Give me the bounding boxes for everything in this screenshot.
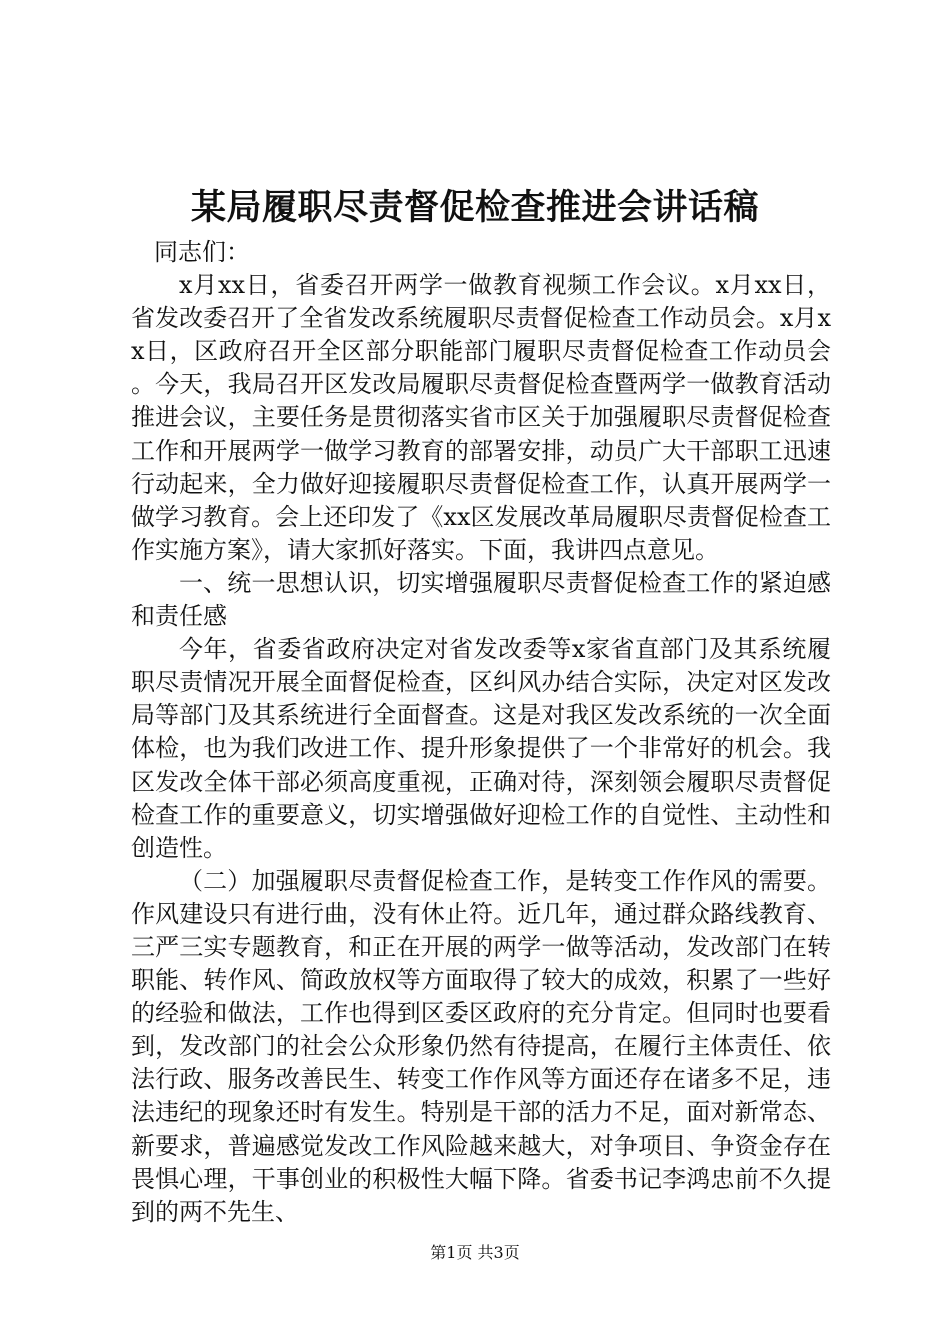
section-heading: 一、统一思想认识，切实增强履职尽责督促检查工作的紧迫感和责任感: [131, 568, 831, 631]
document-body: [131, 236, 831, 1229]
paragraph: x月xx日，省委召开两学一做教育视频工作会议。x月xx日，省发改委召开了全省发改系统履职尽责督促检查工作动员会。x月xx日，区政府召开全区部分职能部门履职尽责督促检查工作动员会。今天，我局召开区发改局履职尽责督促检查暨两学一做教育活动推进会议，主要任务是贯彻落实省市区关于加强履职尽责督促检查工作和开展两学一做学习教育的部署安排，动员广大干部职工迅速行动起来，全力做好迎接履职尽责督促检查工作，认真开展两学一做学习教育。会上还印发了《xx区发展改革局履职尽责督促检查工作实施方案》，请大家抓好落实。下面，我讲四点意见。: [131, 271, 831, 564]
paragraph: （二）加强履职尽责督促检查工作，是转变工作作风的需要。作风建设只有进行曲，没有休止符。近几年，通过群众路线教育、三严三实专题教育，和正在开展的两学一做等活动，发改部门在转职能、转作风、简政放权等方面取得了较大的成效，积累了一些好的经验和做法，工作也得到区委区政府的充分肯定。但同时也要看到，发改部门的社会公众形象仍然有待提高，在履行主体责任、依法行政、服务改善民生、转变工作作风等方面还存在诸多不足，违法违纪的现象还时有发生。特别是干部的活力不足，面对新常态、新要求，普遍感觉发改工作风险越来越大，对争项目、争资金存在畏惧心理，干事创业的积极性大幅下降。省委书记李鸿忠前不久提到的两不先生、: [131, 866, 831, 1226]
document-title: 某局履职尽责督促检查推进会讲话稿: [190, 187, 759, 228]
salutation: 同志们：: [154, 238, 250, 266]
paragraph: 今年，省委省政府决定对省发改委等x家省直部门及其系统履职尽责情况开展全面督促检查，区纠风办结合实际，决定对区发改局等部门及其系统进行全面督查。这是对我区发改系统的一次全面体检，也为我们改进工作、提升形象提供了一个非常好的机会。我区发改全体干部必须高度重视，正确对待，深刻领会履职尽责督促检查工作的重要意义，切实增强做好迎检工作的自觉性、主动性和创造性。: [131, 635, 831, 862]
page-indicator: 第1页 共3页: [430, 1243, 520, 1262]
